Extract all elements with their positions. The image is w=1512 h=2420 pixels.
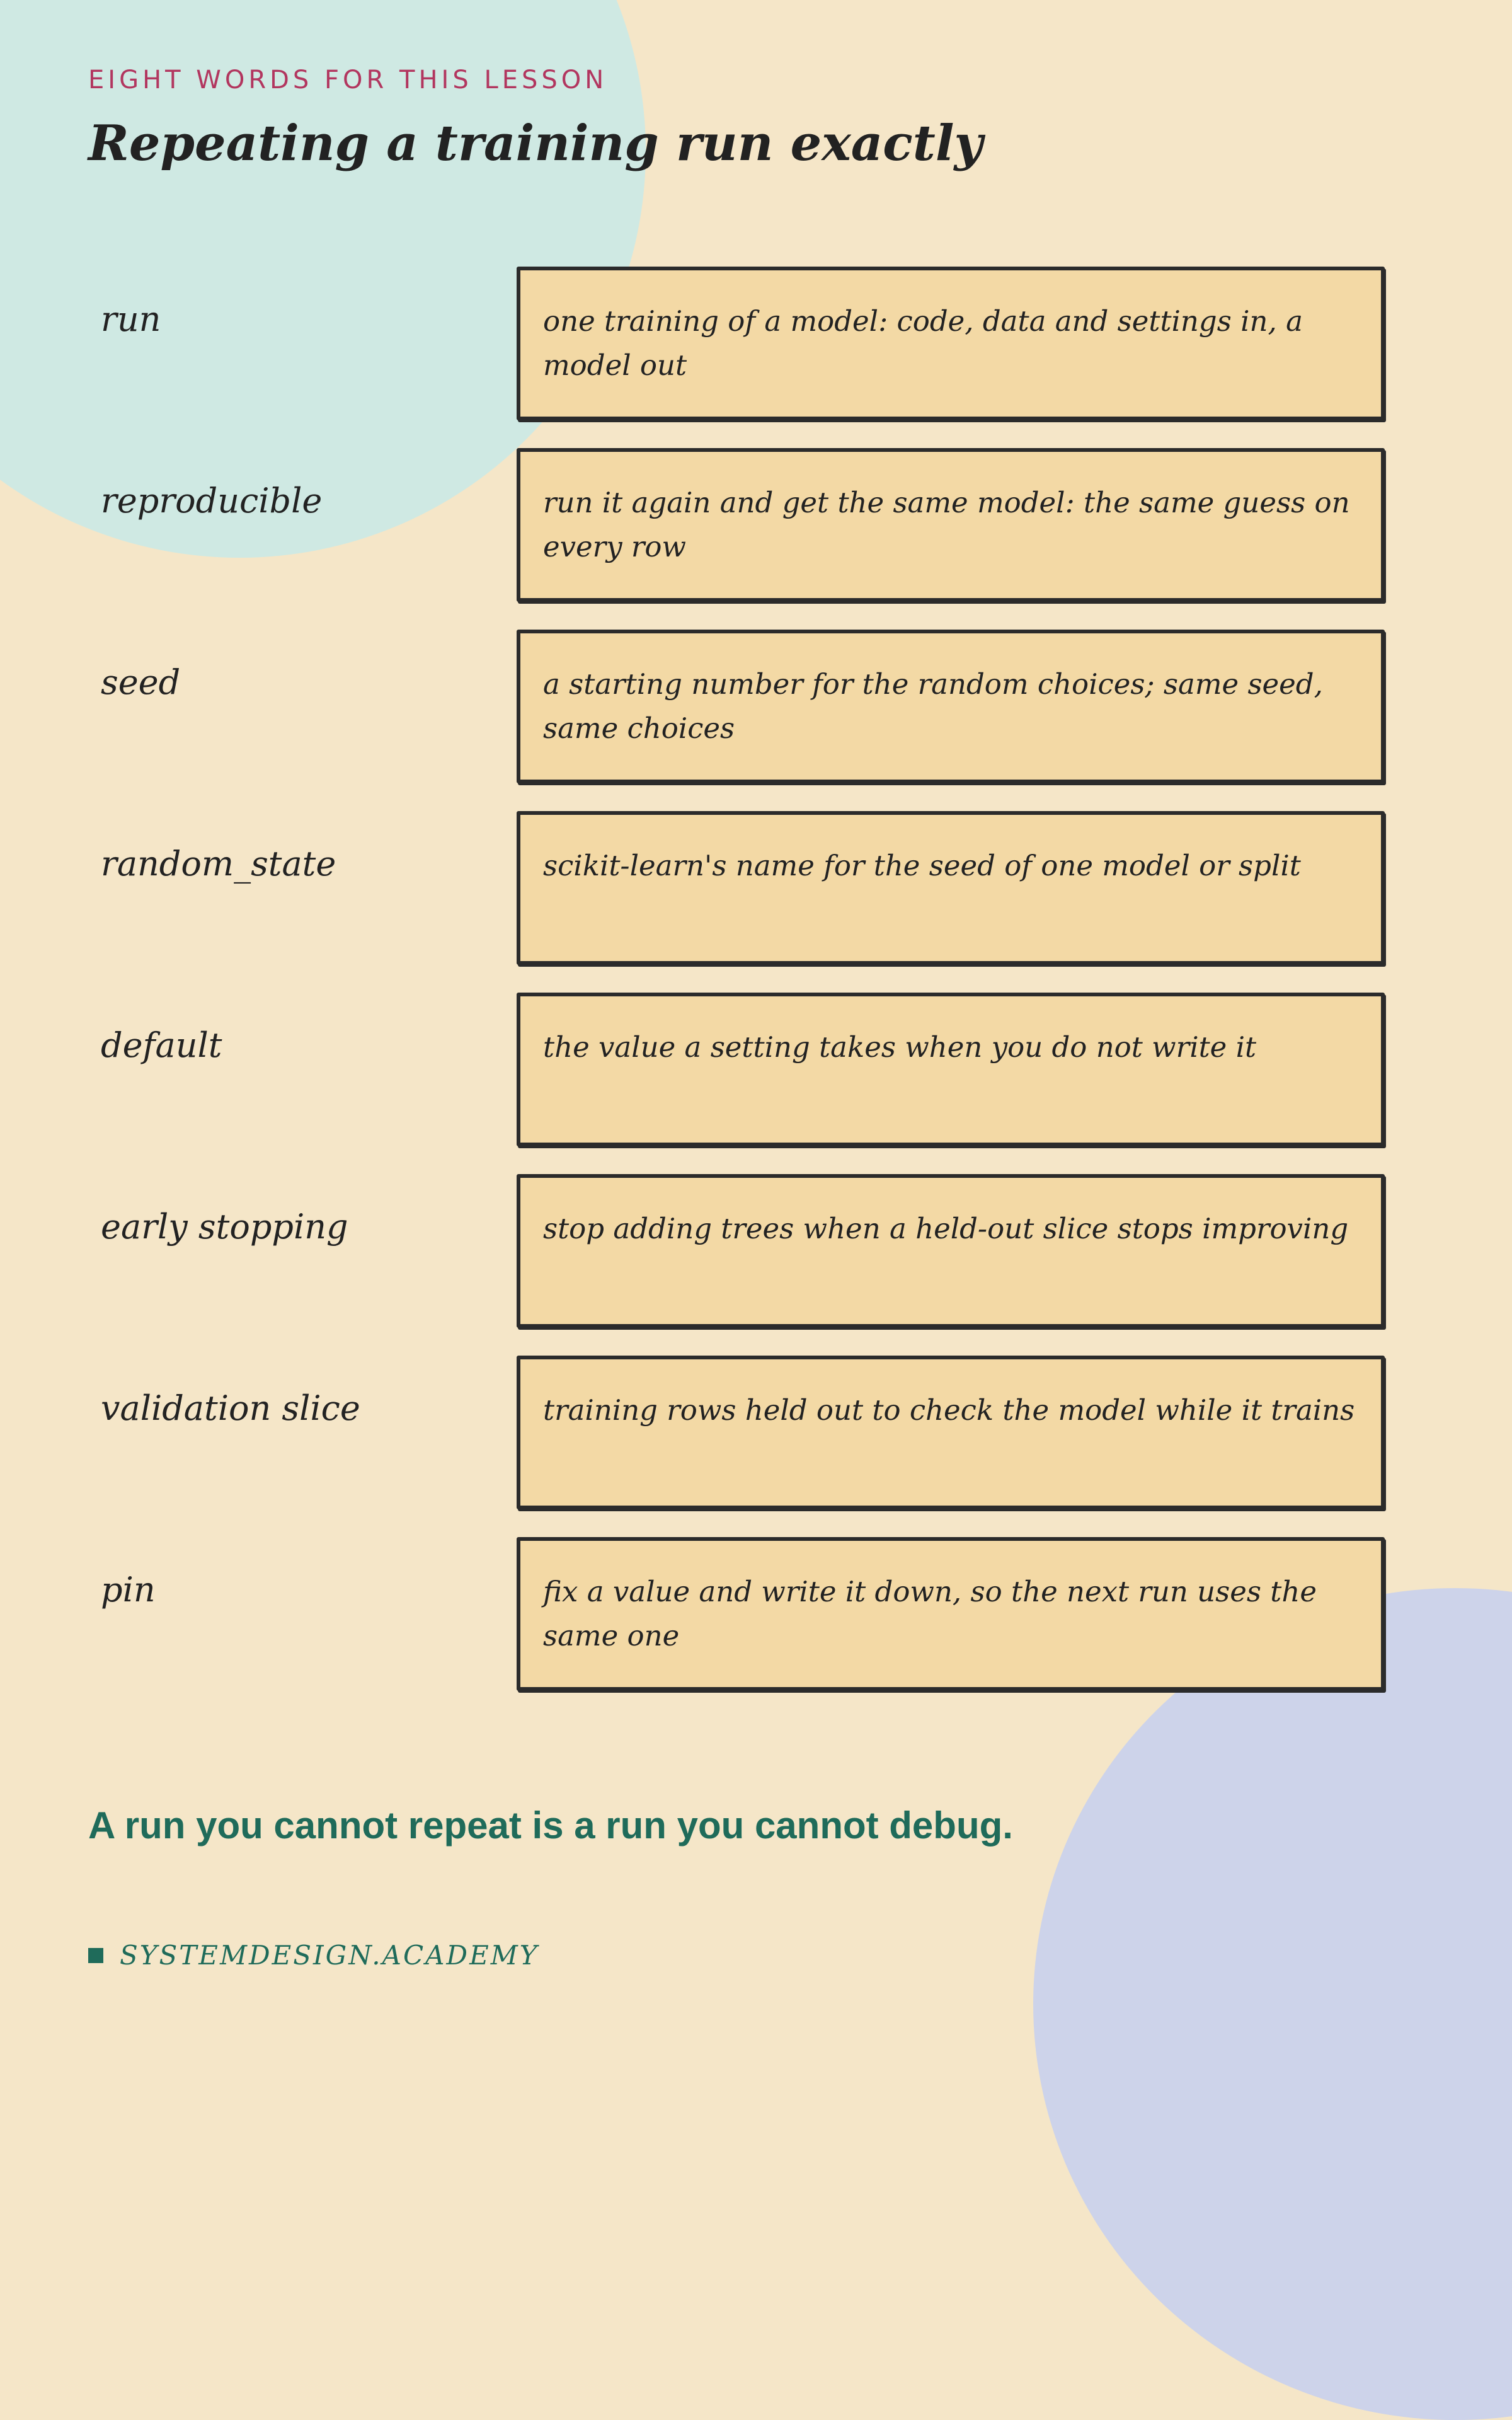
glossary-term: run [101,299,161,339]
page-title: Repeating a training run exactly [88,115,983,172]
definition-card [517,267,1385,420]
glossary-definition: run it again and get the same model: the same guess on every row [543,486,1350,563]
footer [88,1940,539,1971]
definition-card [517,1537,1385,1691]
glossary-term: seed [101,662,181,702]
glossary-definition: scikit-learn's name for the seed of one model or split [543,849,1301,882]
eyebrow-label: EIGHT WORDS FOR THIS LESSON [88,66,608,95]
background-blob-lavender [1033,1588,1512,2420]
tagline: A run you cannot repeat is a run you cannot debug. [88,1804,1013,1847]
glossary-row-reproducible [0,448,1512,606]
glossary-row-default [0,993,1512,1150]
glossary-row-validation-slice [0,1356,1512,1513]
definition-card [517,630,1385,783]
glossary-term: default [101,1025,222,1065]
glossary-definition: stop adding trees when a held-out slice stops improving [543,1212,1349,1245]
glossary-row-seed [0,630,1512,787]
glossary-row-pin [0,1537,1512,1695]
glossary-definition: training rows held out to check the model while it trains [543,1393,1355,1427]
glossary-term: reproducible [101,481,323,521]
glossary-definition: one training of a model: code, data and settings in, a model out [543,304,1303,382]
glossary-term: early stopping [101,1207,348,1247]
glossary-term: random_state [101,844,336,884]
definition-card [517,1174,1385,1328]
glossary-definition: fix a value and write it down, so the next run uses the same one [543,1575,1317,1652]
brand-name: SYSTEMDESIGN.ACADEMY [120,1940,539,1971]
glossary-term: pin [101,1570,156,1610]
definition-card [517,1356,1385,1509]
glossary-row-early-stopping [0,1174,1512,1332]
glossary-row-run [0,267,1512,424]
glossary-definition: the value a setting takes when you do not write it [543,1030,1257,1064]
glossary-term: validation slice [101,1388,360,1428]
glossary-definition: a starting number for the random choices; same seed, same choices [543,667,1323,745]
definition-card [517,448,1385,602]
glossary-row-random-state [0,811,1512,969]
brand-square-icon [88,1948,103,1963]
definition-card [517,811,1385,965]
definition-card [517,993,1385,1146]
